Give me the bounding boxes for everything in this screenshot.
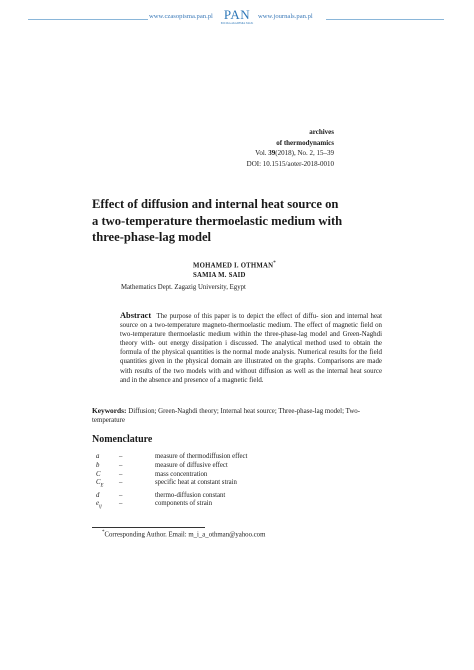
volume-number: 39 bbox=[268, 149, 276, 157]
journal-info bbox=[247, 127, 334, 169]
abstract-heading: Abstract bbox=[120, 311, 152, 320]
author-1: MOHAMED I. OTHMAN* bbox=[193, 261, 276, 270]
footnote-rule bbox=[92, 527, 205, 528]
symbol: C bbox=[96, 470, 101, 478]
nomenclature-item: b – measure of diffusive effect bbox=[96, 461, 228, 469]
abstract-text: The purpose of this paper is to depict the effect of diffu- sion and internal heat source on a two-temperature magneto-thermoelastic medium. The effect of magnetic field on two-temperature thermoelastic medium within the three-phase-lag model and Green-Naghdi theory with- out energy dissipation i discussed. The analytical method used to obtain the formula of the physical quantities is the normal mode analysis. Numerical results for the field quantities given in the physical domain are illustrated on the graphs. Comparisons are made with results of the two models with and without diffusion as well as the internal heat source and in the absence and presence of a magnetic field. bbox=[120, 313, 382, 384]
title-line: three-phase-lag model bbox=[92, 230, 212, 245]
symbol: b bbox=[96, 461, 100, 469]
nomenclature-item: a – measure of thermodiffusion effect bbox=[96, 453, 248, 460]
footnote-text: Corresponding Author. Email: m_i_a_othman@yahoo.com bbox=[104, 531, 266, 539]
journal-name-line1: archives bbox=[309, 128, 334, 136]
symbol: $e_{ij}$ bbox=[96, 500, 102, 510]
symbol: $C_E$ bbox=[96, 479, 104, 489]
journal-name-line2: of thermodynamics bbox=[276, 138, 334, 147]
journal-doi: DOI: 10.1515/aoter-2018-0010 bbox=[246, 159, 334, 168]
symbol: d bbox=[96, 491, 100, 499]
abstract bbox=[120, 311, 382, 385]
nomenclature-item: $e_{ij}$ – components of strain bbox=[96, 500, 247, 512]
pan-logo bbox=[220, 8, 254, 26]
definition: specific heat at constant strain bbox=[155, 479, 237, 487]
affiliation: Mathematics Dept. Zagazig University, Egypt bbox=[121, 284, 246, 291]
definition: mass concentration bbox=[155, 470, 208, 478]
authors bbox=[193, 259, 276, 280]
nomenclature-list bbox=[96, 453, 247, 513]
definition: components of strain bbox=[155, 500, 213, 508]
title-line: Effect of diffusion and internal heat source on bbox=[92, 197, 339, 211]
header-url-right[interactable]: www.journals.pan.pl bbox=[258, 13, 313, 20]
paper-title bbox=[92, 196, 392, 246]
nomenclature-heading: Nomenclature bbox=[92, 434, 153, 445]
definition: thermo-diffusion constant bbox=[155, 491, 226, 499]
nomenclature-item: C – mass concentration bbox=[96, 470, 208, 478]
footnote bbox=[102, 530, 265, 538]
author-2: SAMIA M. SAID bbox=[193, 271, 246, 279]
keywords bbox=[92, 406, 392, 425]
nomenclature-item: $C_E$ – specific heat at constant strain bbox=[96, 479, 247, 491]
journal-volume: Vol. 39(2018), No. 2, 15–39 bbox=[255, 149, 334, 157]
title-line: a two-temperature thermoelastic medium with bbox=[92, 213, 343, 228]
nomenclature-item: d – thermo-diffusion constant bbox=[96, 491, 226, 499]
footnote-mark: * bbox=[102, 530, 105, 535]
definition: measure of diffusive effect bbox=[155, 461, 228, 469]
header-rule-left bbox=[28, 19, 148, 20]
header-url-left[interactable]: www.czasopisma.pan.pl bbox=[149, 13, 213, 20]
symbol: a bbox=[96, 453, 100, 460]
definition: measure of thermodiffusion effect bbox=[155, 453, 248, 460]
logo-subtitle: POLSKA AKADEMIA NAUK bbox=[220, 22, 254, 25]
keywords-heading: Keywords: bbox=[92, 406, 127, 415]
keywords-text: Diffusion; Green-Naghdi theory; Internal heat source; Three-phase-lag model; Two-temperature bbox=[92, 408, 361, 425]
corresponding-mark: * bbox=[273, 261, 276, 266]
header-rule-right bbox=[326, 19, 444, 20]
logo-text: PAN bbox=[223, 7, 251, 22]
